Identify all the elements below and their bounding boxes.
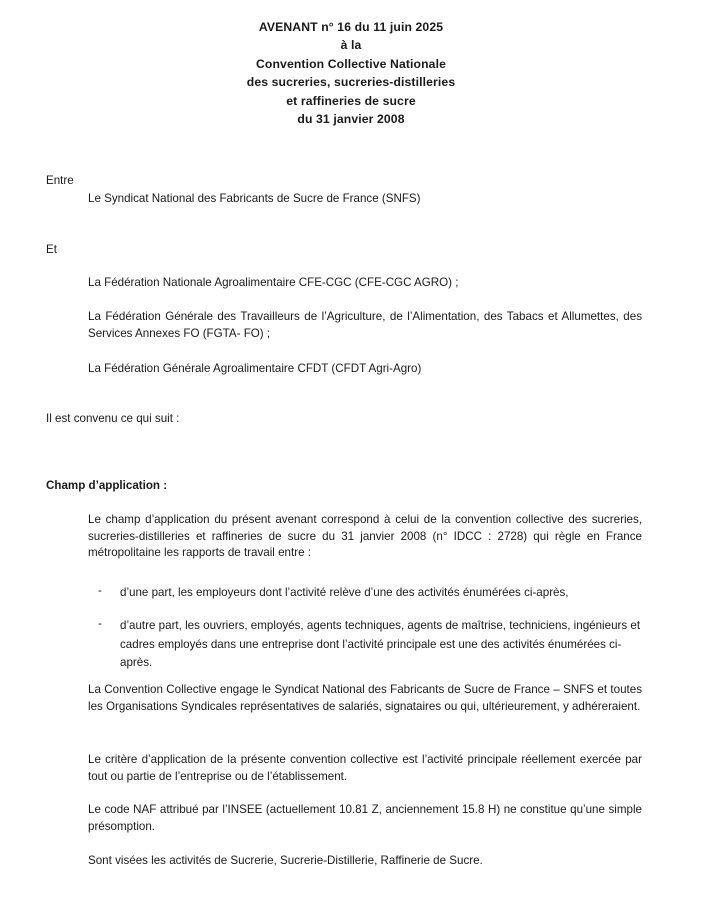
- title-line-6: du 31 janvier 2008: [297, 112, 405, 127]
- entre-label: Entre: [46, 174, 74, 187]
- title-line-2: à la: [340, 38, 362, 53]
- title-line-1: AVENANT n° 16 du 11 juin 2025: [258, 20, 444, 34]
- section-paragraph-1: La Convention Collective engage le Syndicat National des Fabricants de Sucre de France – SNFS et toutes les Organisations Syndicales représentatives de salariés, signataires ou qui, ultérieurement, y adhéreraient.: [88, 683, 642, 713]
- bullet-marker-icon: -: [98, 584, 102, 597]
- agreement-line: Il est convenu ce qui suit :: [46, 412, 180, 425]
- list-item: [88, 583, 642, 602]
- section-paragraph-2: Le critère d’application de la présente convention collective est l’activité principale réellement exercée par tout ou partie de l’entreprise ou de l’établissement.: [88, 753, 642, 783]
- section-heading-champ-application: Champ d’application :: [46, 479, 168, 492]
- title-line-4: des sucreries, sucreries-distilleries: [246, 75, 456, 90]
- list-item: [88, 616, 642, 672]
- et-party-2: La Fédération Générale des Travailleurs de l’Agriculture, de l’Alimentation, des Tabacs et Allumettes, des Services Annexes FO (FGTA- FO) ;: [88, 310, 642, 340]
- bullet-text-2: d’autre part, les ouvriers, employés, agents techniques, agents de maîtrise, techniciens, ingénieurs et cadres employés dans une entreprise dont l’activité principale est une des activités énumérées ci-après.: [120, 619, 641, 670]
- entre-party: Le Syndicat National des Fabricants de Sucre de France (SNFS): [88, 192, 421, 205]
- title-line-5: et raffineries de sucre: [286, 93, 416, 108]
- section-paragraph-4: Sont visées les activités de Sucrerie, Sucrerie-Distillerie, Raffinerie de Sucre.: [88, 854, 483, 867]
- title-line-3: Convention Collective Nationale: [255, 56, 446, 71]
- bullet-marker-icon: -: [98, 617, 102, 630]
- bullet-text-1: d’une part, les employeurs dont l’activité relève d’une des activités énumérées ci-après,: [120, 586, 569, 599]
- section-intro-paragraph: Le champ d’application du présent avenant correspond à celui de la convention collective des sucreries, sucreries-distilleries et raffineries de sucre du 31 janvier 2008 (n° IDCC : 2728) qui règle en France métropolitaine les rapports de travail entre :: [88, 513, 642, 560]
- et-party-3: La Fédération Générale Agroalimentaire CFDT (CFDT Agri-Agro): [88, 362, 422, 375]
- section-paragraph-3: Le code NAF attribué par l’INSEE (actuellement 10.81 Z, anciennement 15.8 H) ne constitue qu’une simple présomption.: [88, 803, 642, 833]
- et-label: Et: [46, 243, 57, 256]
- et-party-1: La Fédération Nationale Agroalimentaire CFE-CGC (CFE-CGC AGRO) ;: [88, 276, 459, 289]
- document-title-block: [0, 18, 702, 128]
